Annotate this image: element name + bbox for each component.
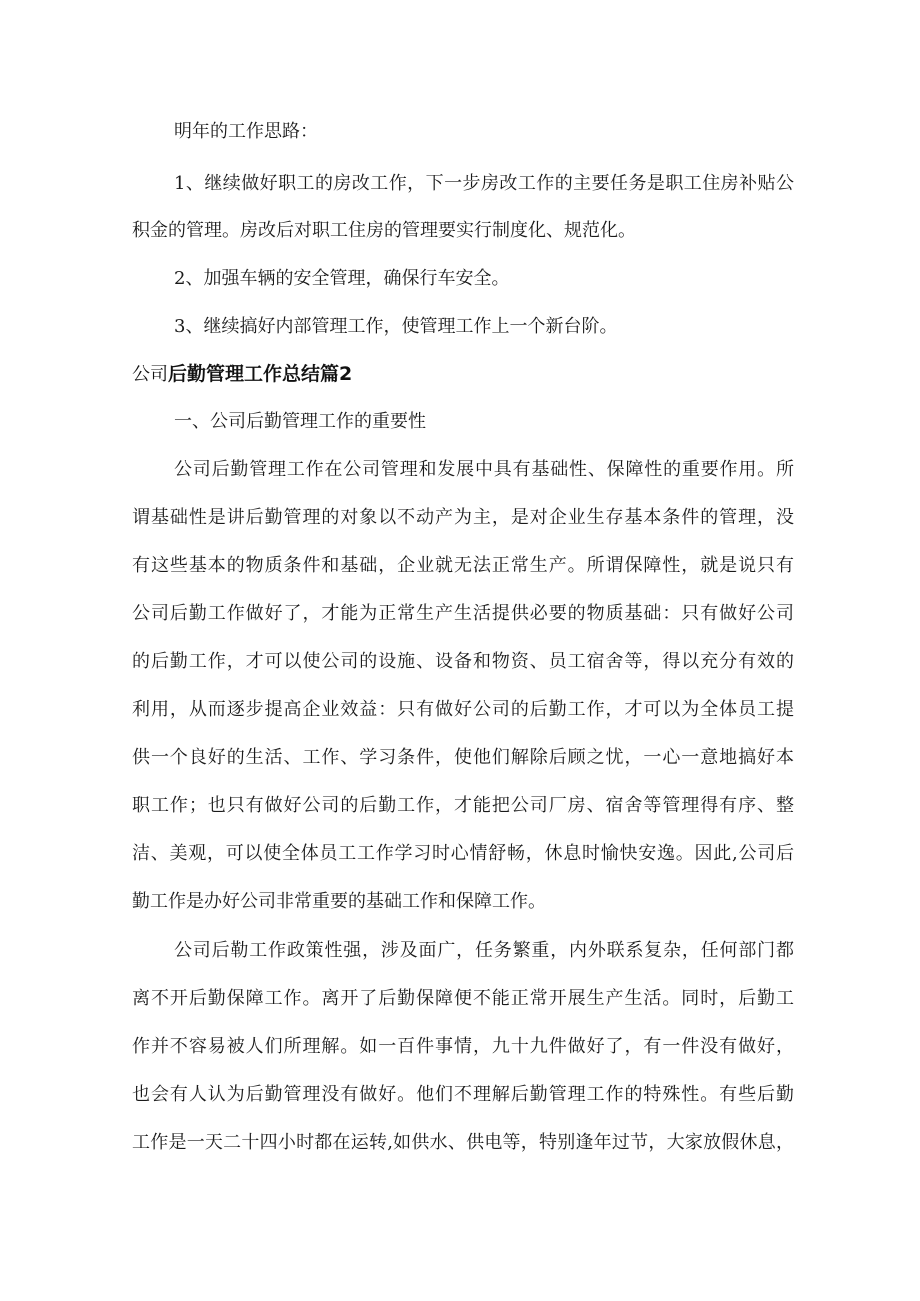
paragraph-1-line-5: 的后勤工作，才可以使公司的设施、设备和物资、员工宿舍等，得以充分有效的 [132,651,794,672]
plan-item-1-line-1: 1、继续做好职工的房改工作，下一步房改工作的主要任务是职工住房补贴公 [174,173,794,194]
subsection-title: 一、公司后勤管理工作的重要性 [174,411,426,432]
paragraph-1-line-7: 供一个良好的生活、工作、学习条件，使他们解除后顾之忧，一心一意地搞好本 [132,747,794,768]
paragraph-1-line-2: 谓基础性是讲后勤管理的对象以不动产为主，是对企业生存基本条件的管理，没 [132,507,794,528]
plan-item-3: 3、继续搞好内部管理工作，使管理工作上一个新台阶。 [174,316,618,337]
paragraph-2-line-2: 离不开后勤保障工作。离开了后勤保障便不能正常开展生产生活。同时，后勤工 [132,988,794,1009]
section-heading [132,361,794,387]
paragraph-1-line-8: 职工作；也只有做好公司的后勤工作，才能把公司厂房、宿舍等管理得有序、整 [132,795,794,816]
paragraph-1-line-6: 利用，从而逐步提高企业效益：只有做好公司的后勤工作，才可以为全体员工提 [132,699,794,720]
plan-item-2: 2、加强车辆的安全管理，确保行车安全。 [174,268,510,289]
paragraph-1-line-10: 勤工作是办好公司非常重要的基础工作和保障工作。 [132,891,546,912]
work-plan-title: 明年的工作思路： [174,121,318,142]
plan-item-1-line-2: 积金的管理。房改后对职工住房的管理要实行制度化、规范化。 [132,220,636,241]
paragraph-1-line-9: 洁、美观，可以使全体员工工作学习时心情舒畅，休息时愉快安逸。因此,公司后 [132,843,794,864]
paragraph-2-line-4: 也会有人认为后勤管理没有做好。他们不理解后勤管理工作的特殊性。有些后勤 [132,1084,794,1105]
paragraph-1-line-3: 有这些基本的物质条件和基础，企业就无法正常生产。所谓保障性，就是说只有 [132,555,794,576]
section-heading-title: 后勤管理工作总结篇2 [168,363,353,385]
paragraph-2-line-3: 作并不容易被人们所理解。如一百件事情，九十九件做好了，有一件没有做好， [132,1036,794,1057]
section-heading-prefix: 公司 [132,364,168,385]
paragraph-1-line-4: 公司后勤工作做好了，才能为正常生产生活提供必要的物质基础：只有做好公司 [132,603,794,624]
paragraph-1-line-1: 公司后勤管理工作在公司管理和发展中具有基础性、保障性的重要作用。所 [174,459,794,480]
paragraph-2-line-5: 工作是一天二十四小时都在运转,如供水、供电等，特别逢年过节，大家放假休息， [132,1132,794,1153]
paragraph-2-line-1: 公司后勒工作政策性强，涉及面广，任务繁重，内外联系复杂，任何部门都 [174,940,794,961]
